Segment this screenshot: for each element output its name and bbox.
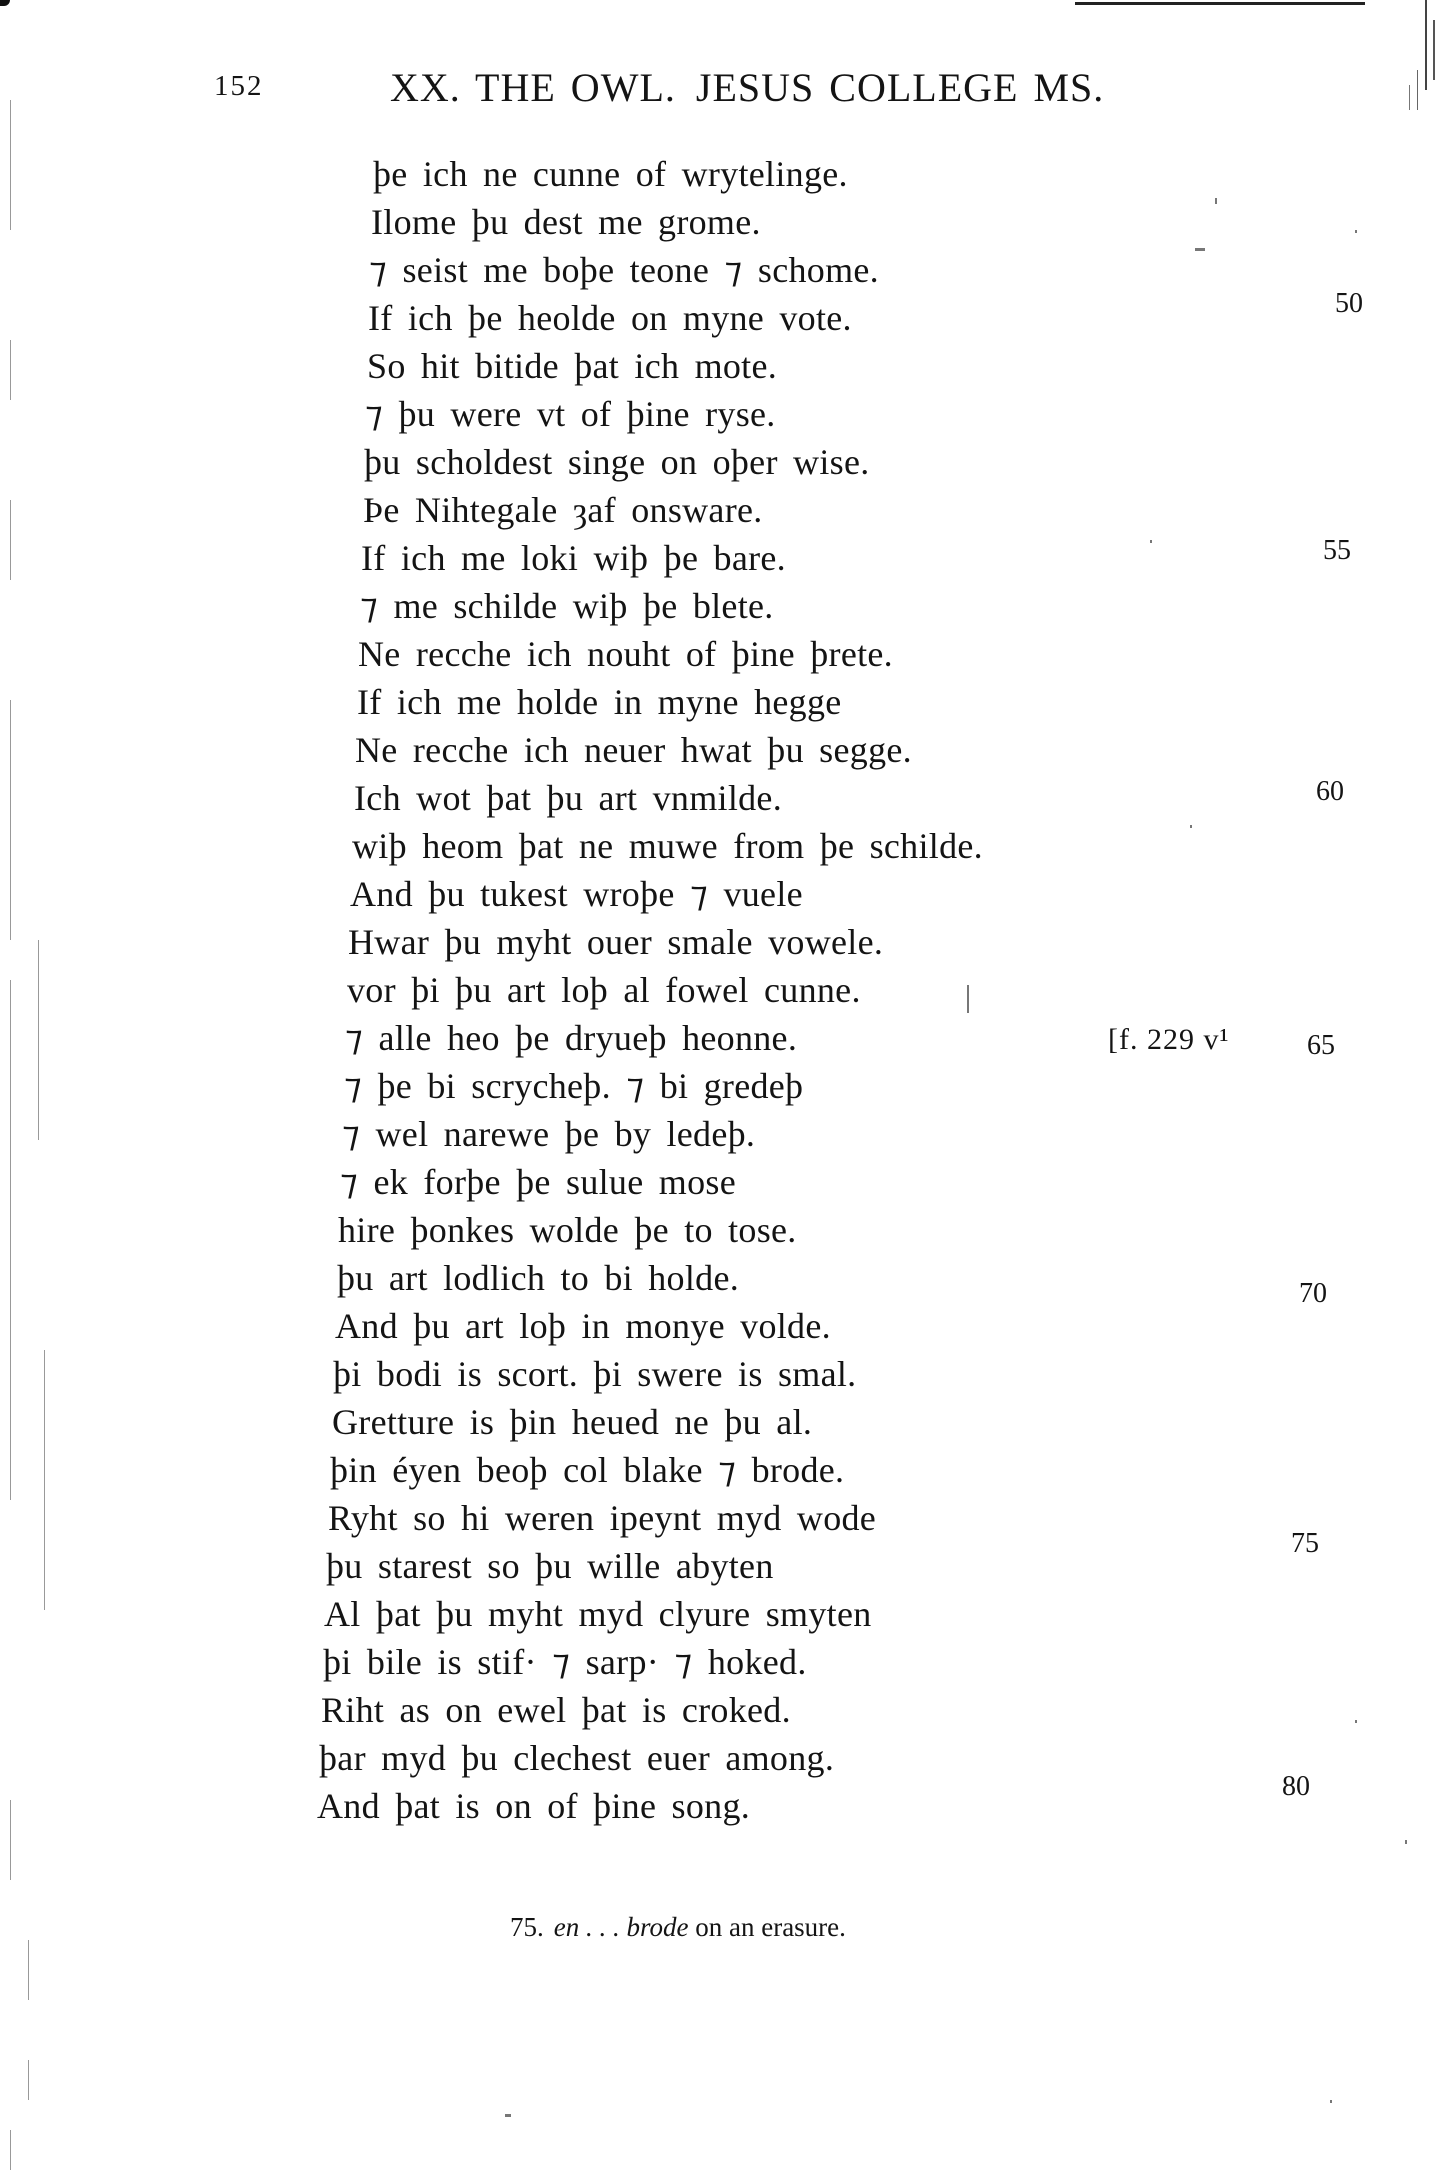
scan-speck [1215, 198, 1217, 204]
running-title [390, 64, 1104, 111]
footnote-italic-text: en . . . brode [553, 1912, 689, 1942]
scan-speck [1150, 540, 1152, 543]
line-number-55: 55 [1323, 535, 1351, 566]
verse-line: vor þi þu art loþ al fowel cunne. [347, 970, 861, 1010]
verse-line: And þu art loþ in monye volde. [335, 1306, 831, 1346]
line-number-70: 70 [1299, 1278, 1327, 1309]
line-number-60: 60 [1316, 776, 1344, 807]
scan-speck [1405, 1840, 1407, 1844]
folio-reference: [f. 229 v¹ [1108, 1023, 1230, 1056]
verse-line: Gretture is þin heued ne þu al. [332, 1402, 813, 1442]
line-number-65: 65 [1307, 1030, 1335, 1061]
verse-line: Ne recche ich neuer hwat þu segge. [355, 730, 912, 770]
verse-line: þi bodi is scort. þi swere is smal. [333, 1354, 857, 1394]
scan-speck [967, 985, 969, 1013]
verse-line: ⁊ seist me boþe teone ⁊ schome. [369, 250, 879, 290]
verse-line: þu art lodlich to bi holde. [337, 1258, 740, 1298]
verse-line: And þat is on of þine song. [317, 1786, 751, 1826]
verse-line: So hit bitide þat ich mote. [367, 346, 778, 386]
verse-line: þe ich ne cunne of wrytelinge. [373, 154, 848, 194]
verse-line: wiþ heom þat ne muwe from þe schilde. [352, 826, 983, 866]
left-gutter-scan-marks [8, 100, 68, 2150]
page-header [0, 62, 1443, 122]
line-number-75: 75 [1291, 1528, 1319, 1559]
verse-line: ⁊ me schilde wiþ þe blete. [360, 586, 774, 626]
verse-line: Ryht so hi weren ipeynt myd wode [328, 1498, 877, 1538]
scan-speck [1355, 230, 1357, 233]
verse-line: Ich wot þat þu art vnmilde. [354, 778, 783, 818]
verse-line: Þe Nihtegale ȝaf onsware. [363, 490, 763, 530]
line-number-50: 50 [1335, 288, 1363, 319]
footnote-text: on an erasure. [688, 1912, 846, 1942]
verse-line: Hwar þu myht ouer smale vowele. [348, 922, 884, 962]
verse-line: If ich me holde in myne hegge [357, 682, 842, 722]
scan-speck [1190, 825, 1192, 828]
verse-line: Ne recche ich nouht of þine þrete. [358, 634, 893, 674]
verse-line: ⁊ þe bi scrycheþ. ⁊ bi gredeþ [344, 1066, 804, 1106]
running-title-part2: JESUS COLLEGE MS. [695, 65, 1105, 110]
footnote-number: 75. [510, 1912, 544, 1942]
scan-speck [1330, 2100, 1332, 2103]
verse-line: ⁊ wel narewe þe by ledeþ. [342, 1114, 756, 1154]
scan-speck [1355, 1720, 1357, 1723]
verse-line: If ich þe heolde on myne vote. [368, 298, 852, 338]
verse-line: ⁊ alle heo þe dryueþ heonne. [345, 1018, 798, 1058]
footnote [510, 1912, 846, 1943]
verse-line: þin éyen beoþ col blake ⁊ brode. [330, 1450, 845, 1490]
verse-line: Riht as on ewel þat is croked. [321, 1690, 791, 1730]
page-number: 152 [214, 70, 264, 102]
scan-speck [505, 2114, 511, 2117]
verse-line: ⁊ þu were vt of þine ryse. [365, 394, 776, 434]
verse-line: ⁊ ek forþe þe sulue mose [340, 1162, 736, 1202]
verse-line: þar myd þu clechest euer among. [319, 1738, 835, 1778]
corner-ink-mark [0, 0, 10, 6]
verse-line: hire þonkes wolde þe to tose. [338, 1210, 797, 1250]
scan-speck [1195, 248, 1205, 251]
verse-line: Ilome þu dest me grome. [371, 202, 761, 242]
verse-line: And þu tukest wroþe ⁊ vuele [350, 874, 803, 914]
line-number-80: 80 [1282, 1771, 1310, 1802]
verse-line: If ich me loki wiþ þe bare. [361, 538, 786, 578]
verse-line: þu scholdest singe on oþer wise. [364, 442, 870, 482]
running-title-part1: XX. THE OWL. [390, 65, 676, 110]
right-edge-scan-marks [1395, 0, 1443, 130]
verse-line: Al þat þu myht myd clyure smyten [324, 1594, 872, 1634]
top-rule [1075, 2, 1365, 5]
verse-line: þu starest so þu wille abyten [326, 1546, 774, 1586]
verse-line: þi bile is stif· ⁊ sarp· ⁊ hoked. [323, 1642, 807, 1682]
